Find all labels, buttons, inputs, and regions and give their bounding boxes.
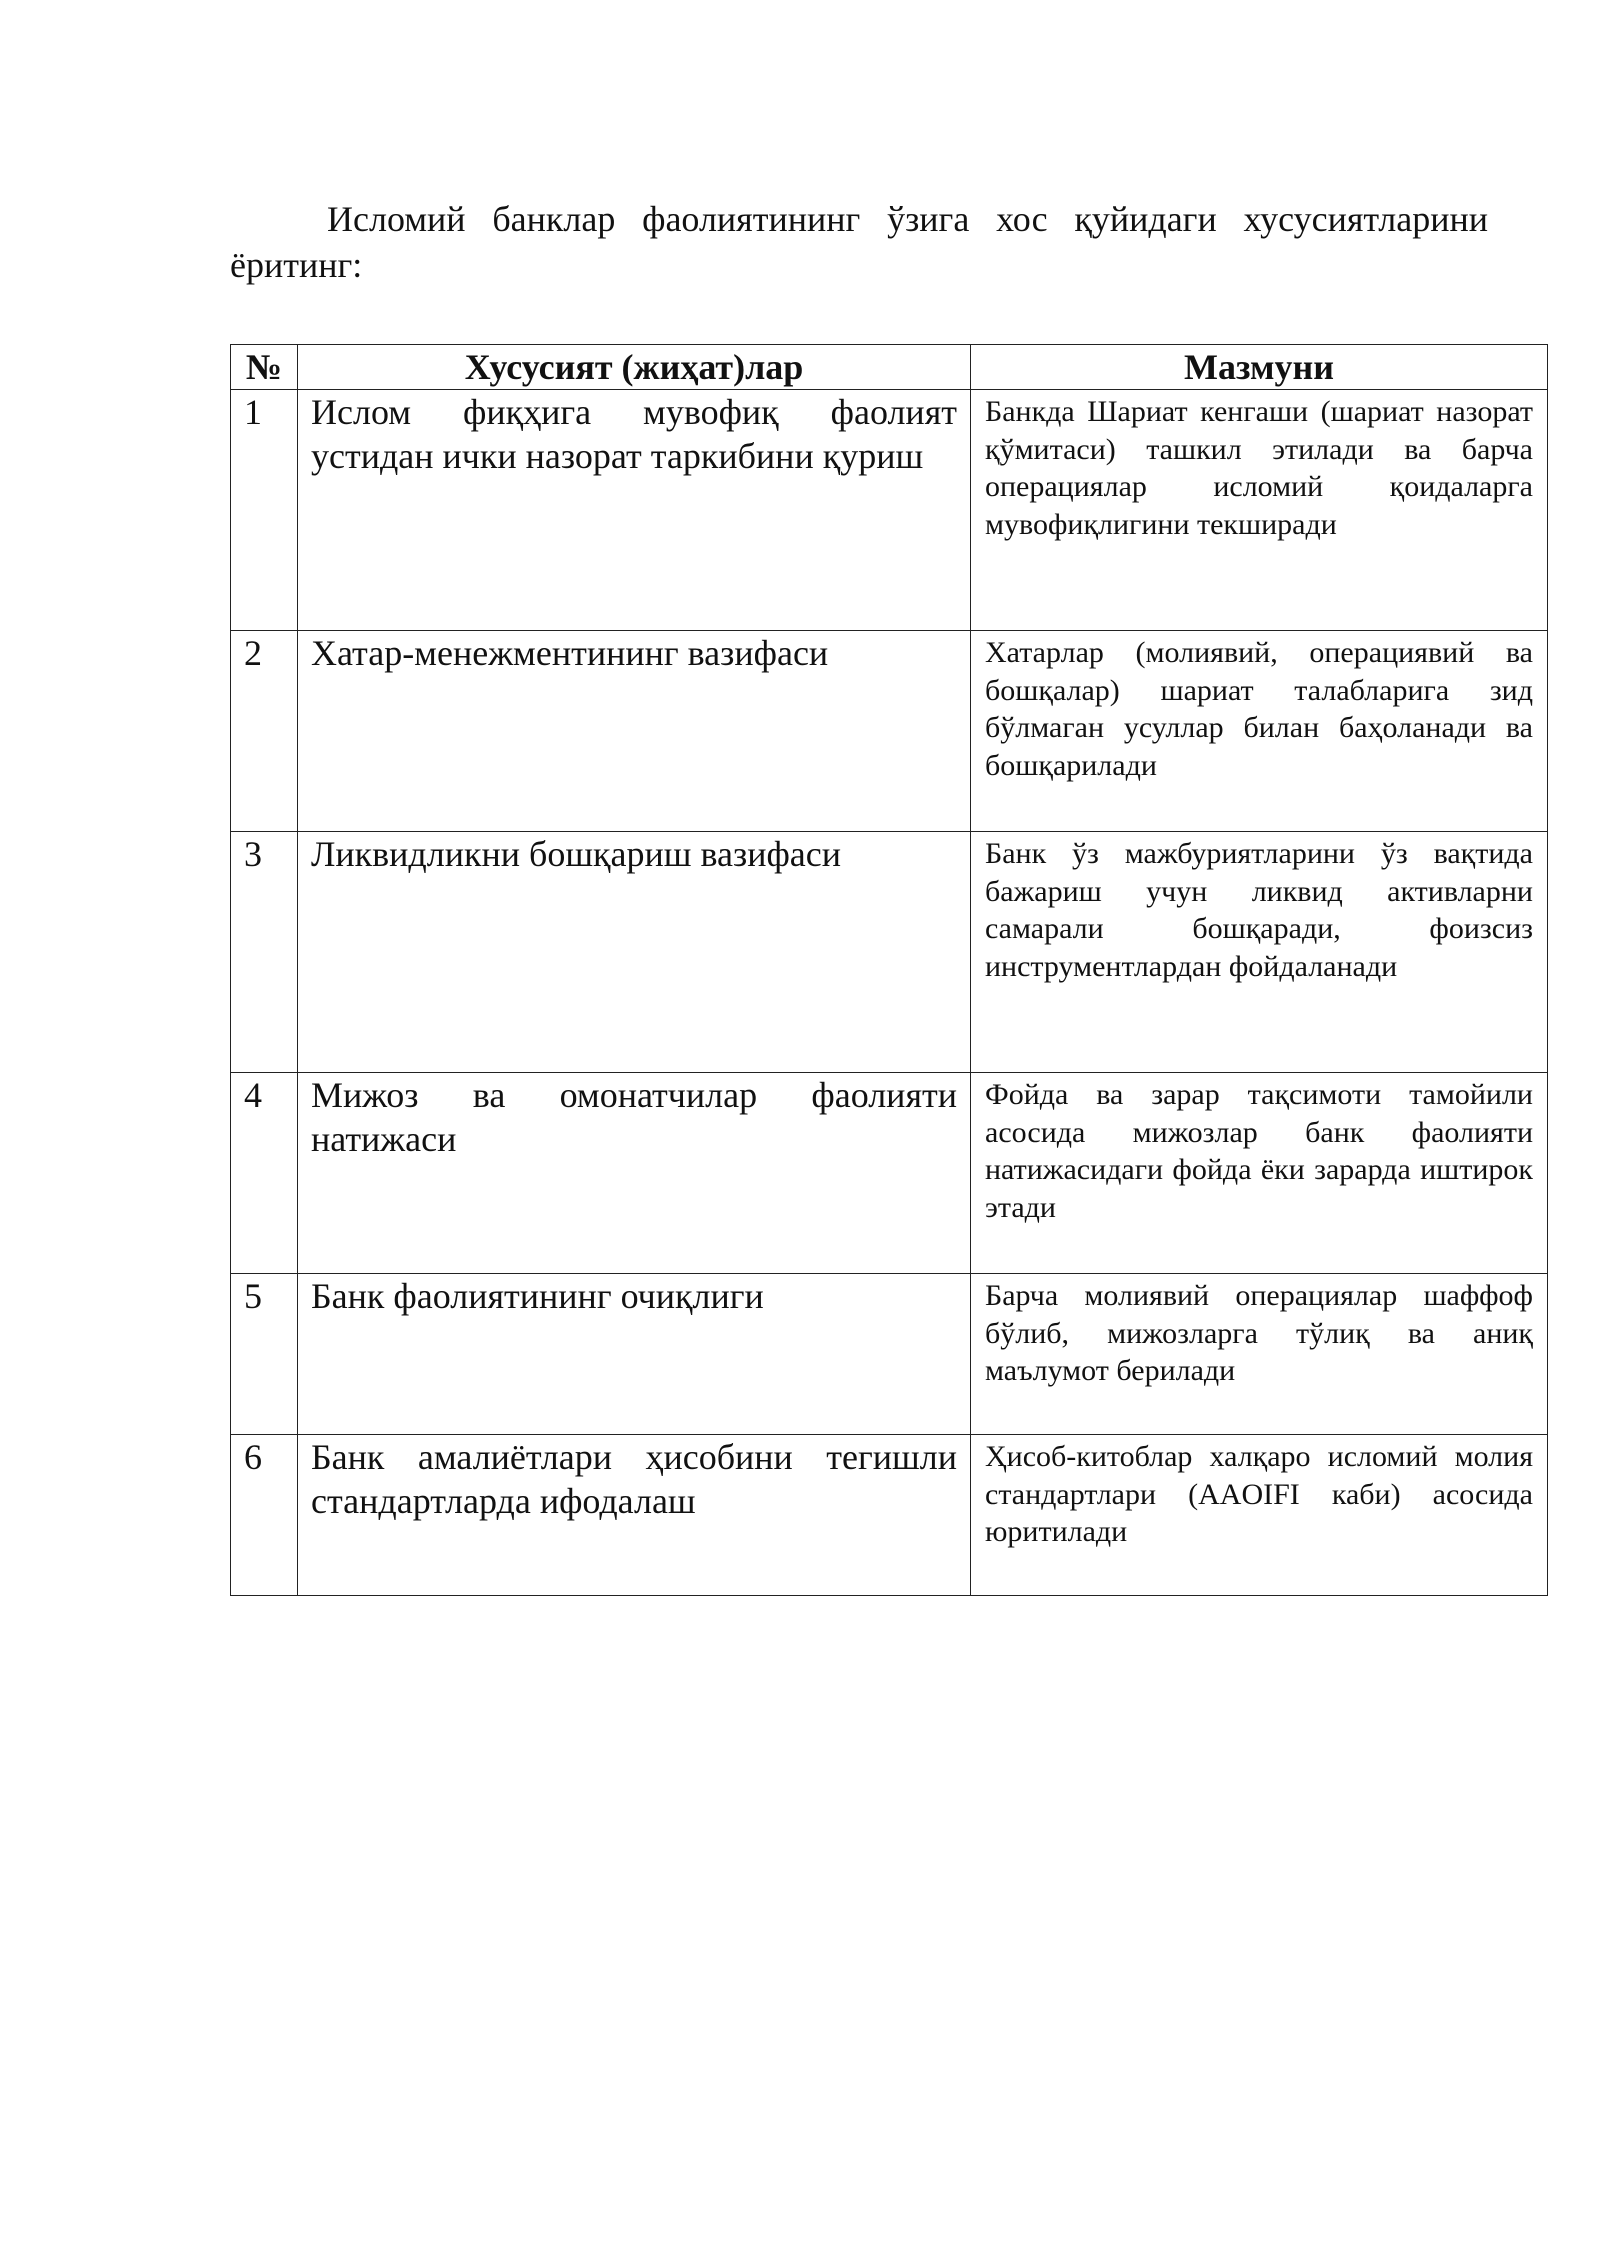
row-feature: Банк фаолиятининг очиқлиги bbox=[298, 1274, 971, 1435]
row-number: 6 bbox=[231, 1435, 298, 1596]
table-row bbox=[231, 1435, 1548, 1596]
row-number: 4 bbox=[231, 1073, 298, 1274]
row-feature: Ликвидликни бошқариш вазифаси bbox=[298, 832, 971, 1073]
table-row bbox=[231, 832, 1548, 1073]
row-content: Банк ўз мажбуриятларини ўз вақтида бажариш учун ликвид активларни самарали бошқаради, фоизсиз инструментлардан фойдаланади bbox=[971, 832, 1548, 1073]
row-feature: Банк амалиётлари ҳисобини тегишли стандартларда ифодалаш bbox=[298, 1435, 971, 1596]
header-number: № bbox=[231, 345, 298, 390]
row-feature: Мижоз ва омонатчилар фаолияти натижаси bbox=[298, 1073, 971, 1274]
row-content: Ҳисоб-китоблар халқаро исломий молия стандартлари (AAOIFI каби) асосида юритилади bbox=[971, 1435, 1548, 1596]
row-feature: Ислом фиқҳига мувофиқ фаолият устидан ички назорат таркибини қуриш bbox=[298, 390, 971, 631]
row-content: Барча молиявий операциялар шаффоф бўлиб, мижозларга тўлиқ ва аниқ маълумот берилади bbox=[971, 1274, 1548, 1435]
row-content: Хатарлар (молиявий, операциявий ва бошқалар) шариат талабларига зид бўлмаган усуллар билан баҳоланади ва бошқарилади bbox=[971, 631, 1548, 832]
row-content: Фойда ва зарар тақсимоти тамойили асосида мижозлар банк фаолияти натижасидаги фойда ёки зарарда иштирок этади bbox=[971, 1073, 1548, 1274]
table-row bbox=[231, 1274, 1548, 1435]
row-number: 3 bbox=[231, 832, 298, 1073]
row-feature: Хатар-менежментининг вазифаси bbox=[298, 631, 971, 832]
table-row bbox=[231, 631, 1548, 832]
row-number: 1 bbox=[231, 390, 298, 631]
table-row bbox=[231, 1073, 1548, 1274]
features-table bbox=[230, 344, 1548, 1596]
header-content: Мазмуни bbox=[971, 345, 1548, 390]
row-content: Банкда Шариат кенгаши (шариат назорат қўмитаси) ташкил этилади ва барча операциялар исломий қоидаларга мувофиқлигини текширади bbox=[971, 390, 1548, 631]
table-row bbox=[231, 390, 1548, 631]
row-number: 5 bbox=[231, 1274, 298, 1435]
row-number: 2 bbox=[231, 631, 298, 832]
header-feature: Хусусият (жиҳат)лар bbox=[298, 345, 971, 390]
table-header-row bbox=[231, 345, 1548, 390]
intro-paragraph: Исломий банклар фаолиятининг ўзига хос қуйидаги хусусиятларини ёритинг: bbox=[230, 199, 1488, 285]
